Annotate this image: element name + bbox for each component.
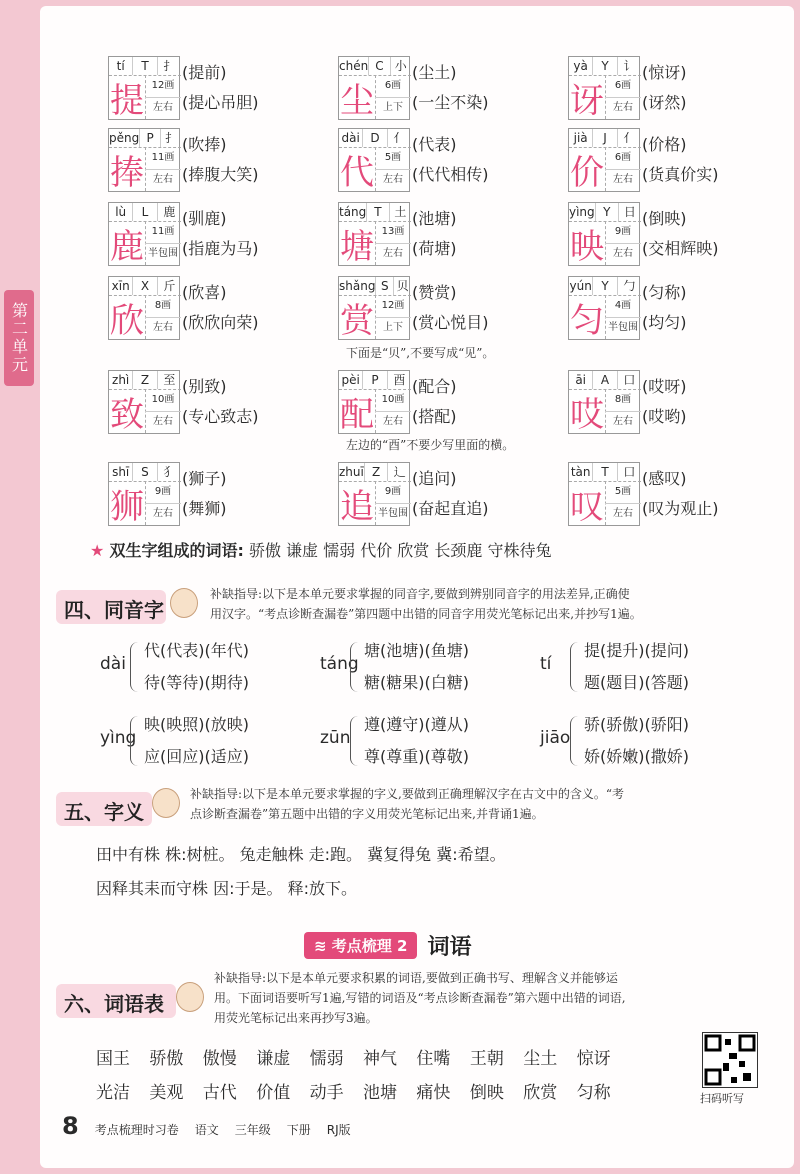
section4-title: 四、同音字 [64, 598, 164, 622]
pinyin: yìng [569, 205, 595, 219]
char-main: 匀 [569, 295, 606, 339]
homophone-row: 应(回应)(适应) [144, 747, 249, 766]
stroke-count: 12画 [145, 75, 181, 98]
structure: 左右 [613, 102, 633, 113]
word: (讶然) [642, 93, 687, 112]
homophone-group [100, 710, 300, 774]
radical: 至 [163, 373, 176, 387]
radical: 讠 [623, 59, 636, 73]
pinyin: yún [569, 279, 592, 293]
structure: 左右 [383, 174, 403, 185]
stroke-count: 4画 [605, 295, 641, 318]
char-main: 价 [569, 147, 606, 191]
homophone-row: 代(代表)(年代) [144, 641, 249, 660]
homophone-pinyin: yìng [100, 728, 137, 748]
section5-guide-1: 补缺指导:以下是本单元要求掌握的字义,要做到正确理解汉字在古文中的含义。“考 [190, 787, 624, 801]
initial: C [369, 57, 390, 75]
key-point-title: 词语 [427, 934, 472, 960]
structure: 左右 [153, 174, 173, 185]
radical: 小 [394, 59, 407, 73]
footer [62, 1112, 351, 1140]
word: (提前) [182, 63, 227, 82]
section6-title: 六、词语表 [64, 992, 164, 1016]
word: (池塘) [412, 209, 457, 228]
word: (欣欣向荣) [182, 313, 259, 332]
char-main: 代 [339, 147, 376, 191]
char-card [290, 370, 524, 438]
pinyin: jià [569, 129, 593, 147]
structure: 左右 [613, 508, 633, 519]
stroke-count: 8画 [605, 389, 641, 412]
word: (赞赏) [412, 283, 457, 302]
pinyin: tàn [569, 463, 593, 481]
word: (尘土) [412, 63, 457, 82]
initial: T [593, 463, 617, 481]
word: (舞狮) [182, 499, 227, 518]
char-box [108, 370, 180, 434]
footer-edition: RJ版 [326, 1123, 351, 1137]
radical: 勹 [623, 279, 636, 293]
char-words [412, 204, 532, 264]
char-box [338, 462, 410, 526]
pinyin: chén [339, 59, 369, 73]
radical: 亻 [623, 131, 636, 145]
initial: S [133, 463, 157, 481]
homophone-group [100, 636, 300, 700]
initial: D [363, 129, 387, 147]
radical: 日 [623, 205, 636, 219]
radical: 斤 [163, 279, 176, 293]
word: (叹为观止) [642, 499, 719, 518]
word: (倒映) [642, 209, 687, 228]
structure: 半包围 [148, 248, 178, 259]
char-main: 致 [109, 389, 146, 433]
word: (捧腹大笑) [182, 165, 259, 184]
char-card [520, 276, 754, 344]
char-words [412, 278, 532, 338]
pinyin: zhuī [339, 465, 364, 479]
word: (追问) [412, 469, 457, 488]
initial: T [133, 57, 157, 75]
char-words [182, 278, 302, 338]
initial: Y [593, 277, 617, 295]
structure: 半包围 [378, 508, 408, 519]
stroke-count: 10画 [145, 389, 181, 412]
page-number: 8 [62, 1112, 79, 1140]
pinyin: xīn [109, 277, 133, 295]
footer-volume: 下册 [286, 1123, 311, 1137]
radical: 犭 [163, 465, 176, 479]
char-box [108, 128, 180, 192]
char-main: 捧 [109, 147, 146, 191]
word: (惊讶) [642, 63, 687, 82]
homophone-row: 塘(池塘)(鱼塘) [364, 641, 469, 660]
homophone-pinyin: dài [100, 654, 126, 674]
structure: 左右 [383, 416, 403, 427]
section4-guide-2: 用汉字。“考点诊断查漏卷”第四题中出错的同音字用荧光笔标记出来,并抄写1遍。 [210, 607, 642, 621]
word: (感叹) [642, 469, 687, 488]
char-words [412, 464, 532, 524]
brace [130, 716, 141, 766]
double-words-label: 双生字组成的词语: [109, 541, 244, 560]
brace [570, 716, 581, 766]
stroke-count: 6画 [375, 75, 411, 98]
double-words-list: 骄傲 谦虚 懦弱 代价 欣赏 长颈鹿 守株待兔 [248, 541, 552, 560]
footer-book: 考点梳理时习卷 [94, 1123, 179, 1137]
word: (均匀) [642, 313, 687, 332]
word: (专心致志) [182, 407, 259, 426]
word: (驯鹿) [182, 209, 227, 228]
char-card [60, 370, 294, 438]
char-card [60, 462, 294, 530]
word: (价格) [642, 135, 687, 154]
char-box [568, 56, 640, 120]
homophone-group [320, 636, 520, 700]
teacher-avatar-icon [170, 588, 198, 618]
radical: 土 [394, 205, 407, 219]
structure: 半包围 [608, 322, 638, 333]
word: (匀称) [642, 283, 687, 302]
char-words [182, 58, 302, 118]
pinyin: pèi [339, 371, 363, 389]
char-box [108, 56, 180, 120]
homophone-group [540, 636, 740, 700]
char-card [290, 202, 524, 270]
word: (货真价实) [642, 165, 719, 184]
char-card [60, 276, 294, 344]
initial: Z [365, 463, 389, 481]
pinyin: āi [569, 371, 593, 389]
pinyin: tí [109, 57, 133, 75]
word: (提心吊胆) [182, 93, 259, 112]
stroke-count: 9画 [605, 221, 641, 244]
radical: 亻 [393, 131, 406, 145]
char-card [60, 128, 294, 196]
pinyin: dài [339, 129, 363, 147]
homophone-row: 尊(尊重)(尊敬) [364, 747, 469, 766]
stroke-count: 8画 [145, 295, 181, 318]
key-point-tag: ≋ 考点梳理 2 [304, 932, 417, 959]
radical: 口 [623, 465, 636, 479]
structure: 左右 [153, 322, 173, 333]
key-point-banner [304, 930, 471, 960]
char-main: 鹿 [109, 221, 146, 265]
char-card [520, 370, 754, 438]
homophone-row: 提(提升)(提问) [584, 641, 689, 660]
pinyin: táng [339, 205, 367, 219]
initial: J [593, 129, 617, 147]
initial: L [133, 203, 157, 221]
homophone-pinyin: jiāo [540, 728, 571, 748]
char-words [182, 464, 302, 524]
char-words [642, 58, 762, 118]
structure: 左右 [153, 416, 173, 427]
char-main: 叹 [569, 481, 606, 525]
brace [130, 642, 141, 692]
char-card [520, 462, 754, 530]
char-words [182, 372, 302, 432]
word: (吹捧) [182, 135, 227, 154]
stroke-count: 11画 [145, 147, 181, 170]
unit-side-tab: 第二单元 [4, 290, 34, 386]
char-main: 映 [569, 221, 606, 265]
stroke-count: 6画 [605, 75, 641, 98]
section4-guide-1: 补缺指导:以下是本单元要求掌握的同音字,要做到辨别同音字的用法差异,正确使 [210, 587, 630, 601]
section5-guide-2: 点诊断查漏卷”第五题中出错的字义用荧光笔标记出来,并背诵1遍。 [190, 807, 544, 821]
initial: Z [133, 371, 157, 389]
char-main: 配 [339, 389, 376, 433]
char-box [108, 202, 180, 266]
char-card [60, 56, 294, 124]
char-main: 欣 [109, 295, 146, 339]
homophone-row: 题(题目)(答题) [584, 673, 689, 692]
initial: X [133, 277, 157, 295]
brace [350, 642, 361, 692]
section6-guide-3: 用荧光笔标记出来再抄写3遍。 [214, 1011, 378, 1025]
radical: 辶 [393, 465, 406, 479]
char-card [290, 462, 524, 530]
homophone-row: 骄(骄傲)(骄阳) [584, 715, 689, 734]
char-words [182, 130, 302, 190]
word: (搭配) [412, 407, 457, 426]
brace [570, 642, 581, 692]
footer-grade: 三年级 [234, 1123, 271, 1137]
word: (配合) [412, 377, 457, 396]
char-box [108, 276, 180, 340]
stroke-count: 10画 [375, 389, 411, 412]
homophone-pinyin: zūn [320, 728, 351, 748]
char-main: 尘 [339, 75, 376, 119]
char-card [520, 202, 754, 270]
radical: 贝 [396, 279, 409, 293]
char-card [290, 276, 524, 344]
radical: 鹿 [163, 205, 176, 219]
word: (一尘不染) [412, 93, 489, 112]
star-icon: ★ [90, 541, 105, 560]
char-box [568, 370, 640, 434]
char-box [338, 128, 410, 192]
char-box [568, 128, 640, 192]
vocab-row-2: 光洁 美观 古代 价值 动手 池塘 痛快 倒映 欣赏 匀称 [96, 1083, 611, 1103]
char-main: 追 [339, 481, 376, 525]
char-words [412, 372, 532, 432]
word: (赏心悦目) [412, 313, 489, 332]
word: (荷塘) [412, 239, 457, 258]
structure: 上下 [383, 102, 403, 113]
char-words [642, 130, 762, 190]
structure: 左右 [153, 102, 173, 113]
structure: 左右 [613, 174, 633, 185]
homophone-group [540, 710, 740, 774]
stroke-count: 6画 [605, 147, 641, 170]
char-words [642, 204, 762, 264]
stroke-count: 9画 [375, 481, 411, 504]
homophone-row: 遵(遵守)(遵从) [364, 715, 469, 734]
note-shang: 下面是“贝”,不要写成“见”。 [346, 346, 495, 360]
char-words [642, 372, 762, 432]
pinyin: zhì [109, 371, 133, 389]
char-box [568, 202, 640, 266]
radical: 口 [623, 373, 636, 387]
word: (别致) [182, 377, 227, 396]
char-main: 讶 [569, 75, 606, 119]
structure: 上下 [383, 322, 403, 333]
word: (狮子) [182, 469, 227, 488]
char-box [338, 202, 410, 266]
initial: Y [596, 203, 619, 221]
brace [350, 716, 361, 766]
word: (代表) [412, 135, 457, 154]
char-words [412, 58, 532, 118]
char-box [338, 56, 410, 120]
word: (欣喜) [182, 283, 227, 302]
meaning-line-1: 田中有株 株:树桩。 兔走触株 走:跑。 冀复得兔 冀:希望。 [96, 845, 506, 864]
section6-guide-2: 用。下面词语要听写1遍,写错的词语及“考点诊断查漏卷”第六题中出错的词语, [214, 991, 626, 1005]
char-box [338, 276, 410, 340]
initial: Y [593, 57, 617, 75]
radical: 扌 [165, 131, 178, 145]
char-main: 哎 [569, 389, 606, 433]
word: (奋起直追) [412, 499, 489, 518]
initial: P [363, 371, 387, 389]
initial: P [140, 129, 161, 147]
teacher-avatar-icon [152, 788, 180, 818]
word: (代代相传) [412, 165, 489, 184]
char-main: 塘 [339, 221, 376, 265]
structure: 左右 [383, 248, 403, 259]
word: (哎哟) [642, 407, 687, 426]
homophone-row: 娇(娇嫩)(撒娇) [584, 747, 689, 766]
char-words [642, 464, 762, 524]
section5-title: 五、字义 [64, 800, 144, 824]
char-box [338, 370, 410, 434]
pinyin: yà [569, 57, 593, 75]
double-words-line [90, 538, 551, 561]
homophone-row: 糖(糖果)(白糖) [364, 673, 469, 692]
note-pei: 左边的“酉”不要少写里面的横。 [346, 438, 515, 452]
char-main: 提 [109, 75, 146, 119]
stroke-count: 11画 [145, 221, 181, 244]
qr-label: 扫码听写 [700, 1092, 744, 1105]
stroke-count: 13画 [375, 221, 411, 244]
initial: S [376, 277, 394, 295]
structure: 左右 [613, 416, 633, 427]
char-card [290, 56, 524, 124]
radical: 酉 [393, 373, 406, 387]
homophone-row: 待(等待)(期待) [144, 673, 249, 692]
vocab-row-1: 国王 骄傲 傲慢 谦虚 懦弱 神气 住嘴 王朝 尘土 惊讶 [96, 1049, 611, 1069]
char-words [182, 204, 302, 264]
word: (交相辉映) [642, 239, 719, 258]
teacher-avatar-icon [176, 982, 204, 1012]
word: (指鹿为马) [182, 239, 259, 258]
initial: T [367, 203, 389, 221]
stroke-count: 5画 [375, 147, 411, 170]
char-main: 赏 [339, 295, 376, 339]
homophone-pinyin: tí [540, 654, 552, 674]
stroke-count: 12画 [375, 295, 411, 318]
char-box [568, 462, 640, 526]
footer-subject: 语文 [194, 1123, 219, 1137]
meaning-line-2: 因释其耒而守株 因:于是。 释:放下。 [96, 879, 357, 898]
homophone-row: 映(映照)(放映) [144, 715, 249, 734]
homophone-pinyin: táng [320, 654, 359, 674]
pinyin: pěng [109, 131, 140, 145]
structure: 左右 [613, 248, 633, 259]
char-words [642, 278, 762, 338]
char-main: 狮 [109, 481, 146, 525]
word: (哎呀) [642, 377, 687, 396]
section6-guide-1: 补缺指导:以下是本单元要求积累的词语,要做到正确书写、理解含义并能够运 [214, 971, 618, 985]
char-card [520, 56, 754, 124]
char-words [412, 130, 532, 190]
stroke-count: 5画 [605, 481, 641, 504]
char-card [290, 128, 524, 196]
char-box [108, 462, 180, 526]
pinyin: lù [109, 203, 133, 221]
stroke-count: 9画 [145, 481, 181, 504]
char-card [60, 202, 294, 270]
pinyin: shī [109, 463, 133, 481]
char-box [568, 276, 640, 340]
pinyin: shǎng [339, 279, 376, 293]
radical: 扌 [163, 59, 176, 73]
qr-code-icon[interactable] [702, 1032, 758, 1088]
char-card [520, 128, 754, 196]
structure: 左右 [153, 508, 173, 519]
initial: A [593, 371, 617, 389]
homophone-group [320, 710, 520, 774]
